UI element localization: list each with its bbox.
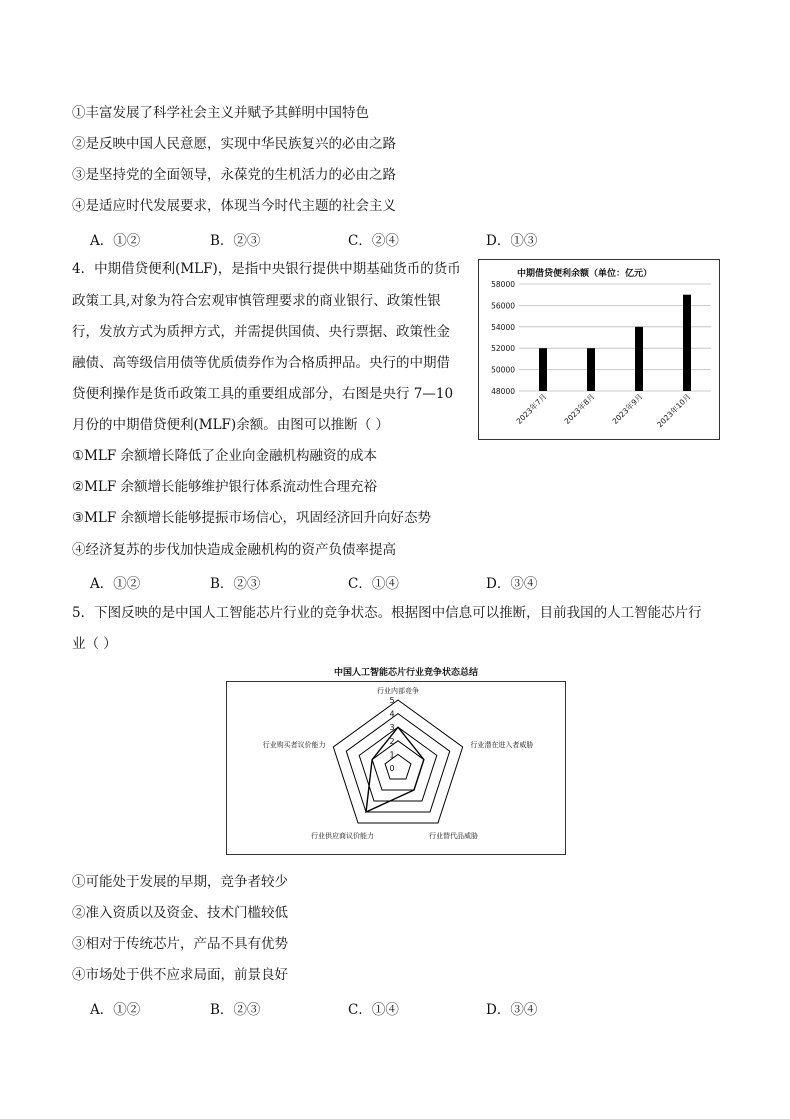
q4-stem-line-5: 贷便利操作是货币政策工具的重要组成部分，右图是央行 7—10 (72, 386, 454, 402)
mlf-chart-title: 中期借贷便利余额（单位：亿元） (517, 269, 653, 279)
q5-option-b[interactable]: B．②③ (210, 1002, 261, 1018)
bar-y-tick-label: 48000 (491, 387, 515, 396)
q4-stem-line-3: 行，发放方式为质押方式，并需提供国债、央行票据、政策性金 (72, 324, 450, 340)
q4-option-c[interactable]: C．①④ (348, 576, 399, 592)
q5-option-a[interactable]: A．①② (90, 1002, 141, 1018)
q3-option-d[interactable]: D．①③ (486, 233, 538, 249)
q4-stem-line-1: 4．中期借贷便利(MLF)，是指中央银行提供中期基础货币的货币 (72, 261, 461, 277)
radar-chart (226, 681, 566, 855)
q5-statement-1: ①可能处于发展的早期，竞争者较少 (72, 874, 288, 890)
bar-2 (587, 348, 595, 391)
q4-stem-line-2: 政策工具,对象为符合宏观审慎管理要求的商业银行、政策性银 (72, 293, 441, 309)
q3-statement-1: ①丰富发展了科学社会主义并赋予其鲜明中国特色 (72, 105, 369, 121)
q5-statement-2: ②准入资质以及资金、技术门槛较低 (72, 905, 288, 921)
q5-stem-line-2: 业（ ） (72, 636, 117, 652)
q5-stem-line-1: 5．下图反映的是中国人工智能芯片行业的竞争状态。根据图中信息可以推断，目前我国的人工智能芯片行 (72, 605, 702, 621)
bar-y-tick-label: 52000 (491, 344, 515, 354)
radar-r-tick-label: 0 (389, 764, 395, 773)
q3-statement-2: ②是反映中国人民意愿，实现中华民族复兴的必由之路 (72, 136, 396, 152)
q4-statement-1: ①MLF 余额增长降低了企业向金融机构融资的成本 (72, 448, 378, 464)
bar-x-tick-label: 2023年7月 (514, 392, 549, 426)
q4-statement-2: ②MLF 余额增长能够维护银行体系流动性合理充裕 (72, 479, 378, 495)
bar-y-tick-label: 56000 (491, 301, 515, 311)
q5-option-c[interactable]: C．①④ (348, 1002, 399, 1018)
radar-axis-label: 行业潜在进入者威胁 (470, 741, 534, 750)
bar-3 (635, 327, 643, 391)
q4-option-b[interactable]: B．②③ (210, 576, 261, 592)
radar-r-tick-label: 3 (389, 723, 395, 733)
mlf-chart-plot (479, 260, 719, 439)
radar-chart-title: 中国人工智能芯片行业竞争状态总结 (334, 668, 479, 678)
bar-x-tick-label: 2023年8月 (562, 392, 597, 426)
radar-axis-label: 行业替代品威胁 (428, 831, 478, 840)
bar-x-tick-label: 2023年10月 (655, 392, 693, 430)
radar-chart-plot (227, 682, 565, 854)
q3-statement-4: ④是适应时代发展要求，体现当今时代主题的社会主义 (72, 198, 396, 214)
q4-stem-line-4: 融债、高等级信用债等优质债券作为合格质押品。央行的中期借 (72, 355, 450, 371)
radar-axis-label: 行业购买者议价能力 (262, 741, 326, 750)
radar-r-tick-label: 4 (389, 709, 395, 719)
q3-statement-3: ③是坚持党的全面领导，永葆党的生机活力的必由之路 (72, 167, 396, 183)
bar-y-tick-label: 50000 (491, 365, 515, 375)
q4-option-a[interactable]: A．①② (90, 576, 141, 592)
q4-statement-4: ④经济复苏的步伐加快造成金融机构的资产负债率提高 (72, 542, 396, 558)
radar-axis-label: 行业供应商议价能力 (311, 831, 375, 840)
bar-y-tick-label: 54000 (491, 322, 515, 332)
bar-y-tick-label: 58000 (491, 280, 515, 289)
q4-statement-3: ③MLF 余额增长能够提振市场信心，巩固经济回升向好态势 (72, 510, 432, 526)
radar-r-tick-label: 1 (389, 750, 395, 760)
q3-option-c[interactable]: C．②④ (348, 233, 399, 249)
q3-option-b[interactable]: B．②③ (210, 233, 261, 249)
q5-option-d[interactable]: D．③④ (486, 1002, 538, 1018)
mlf-chart (478, 259, 720, 440)
radar-grid-ring (333, 700, 462, 823)
q4-stem-line-6: 月份的中期借贷便利(MLF)余额。由图可以推断（ ） (72, 417, 389, 433)
q3-option-a[interactable]: A．①② (90, 233, 141, 249)
q4-option-d[interactable]: D．③④ (486, 576, 538, 592)
radar-axis-label: 行业内部竞争 (377, 687, 419, 695)
bar-x-tick-label: 2023年9月 (610, 392, 645, 426)
bar-1 (539, 348, 547, 391)
q5-statement-4: ④市场处于供不应求局面，前景良好 (72, 967, 288, 983)
radar-r-tick-label: 5 (389, 696, 395, 705)
q5-statement-3: ③相对于传统芯片，产品不具有优势 (72, 936, 288, 952)
bar-4 (683, 295, 691, 391)
radar-r-tick-label: 2 (389, 736, 395, 746)
